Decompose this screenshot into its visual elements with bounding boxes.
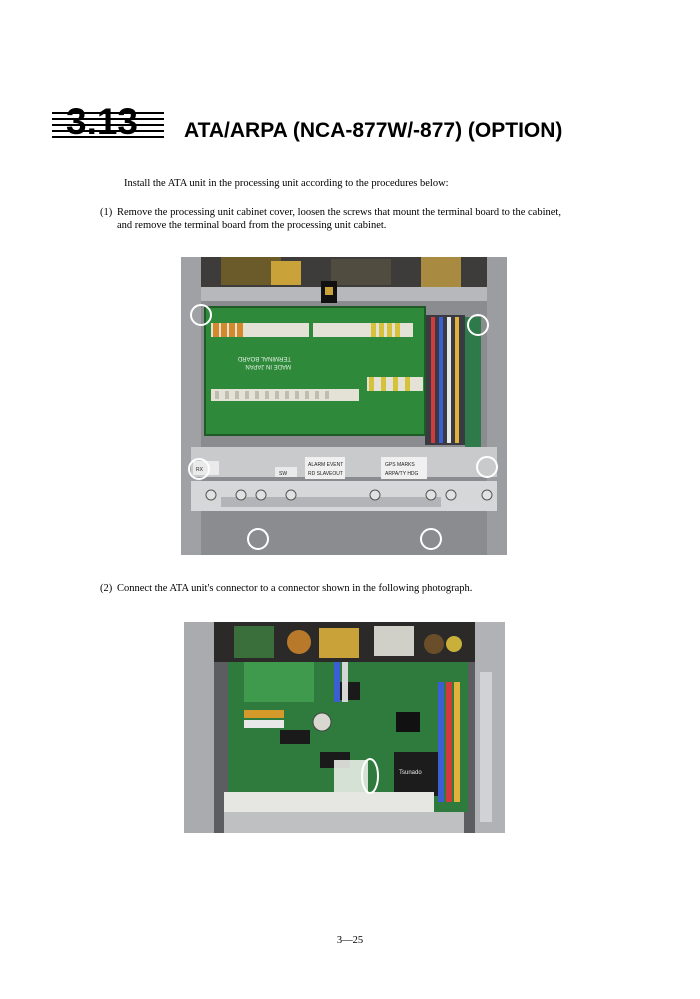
step-1-text-line1: Remove the processing unit cabinet cover, loosen the screws that mount the terminal board to the cabinet, <box>117 207 561 218</box>
label-arpa-hdg: ARPA/TY HDG <box>385 471 419 477</box>
step-1-marker: (1) <box>100 207 113 218</box>
intro-text: Install the ATA unit in the processing unit according to the procedures below: <box>124 178 449 189</box>
label-sw: SW <box>279 471 288 477</box>
label-alarm-event: ALARM EVENT <box>308 462 344 468</box>
step-2-text: Connect the ATA unit's connector to a connector shown in the following photograph. <box>117 583 473 594</box>
label-rx: RX <box>196 467 203 473</box>
label-rd-slaveout: RD SLAVEOUT <box>308 471 343 477</box>
photo-main-board <box>184 622 505 833</box>
section-number: 3.13 <box>52 104 164 144</box>
board-label-line2: MADE IN JAPAN <box>245 363 291 369</box>
label-gps-marks: GPS MARKS <box>385 462 415 468</box>
board-label-line1: TERMINAL BOARD <box>237 355 291 361</box>
step-2-marker: (2) <box>100 583 113 594</box>
section-title: ATA/ARPA (NCA-877W/-877) (OPTION) <box>184 119 563 142</box>
page-number: 3—25 <box>336 935 364 946</box>
step-1-text-line2: and remove the terminal board from the processing unit cabinet. <box>117 220 387 231</box>
chip-label: Tsunado <box>399 770 422 776</box>
photo-terminal-board <box>181 257 507 555</box>
